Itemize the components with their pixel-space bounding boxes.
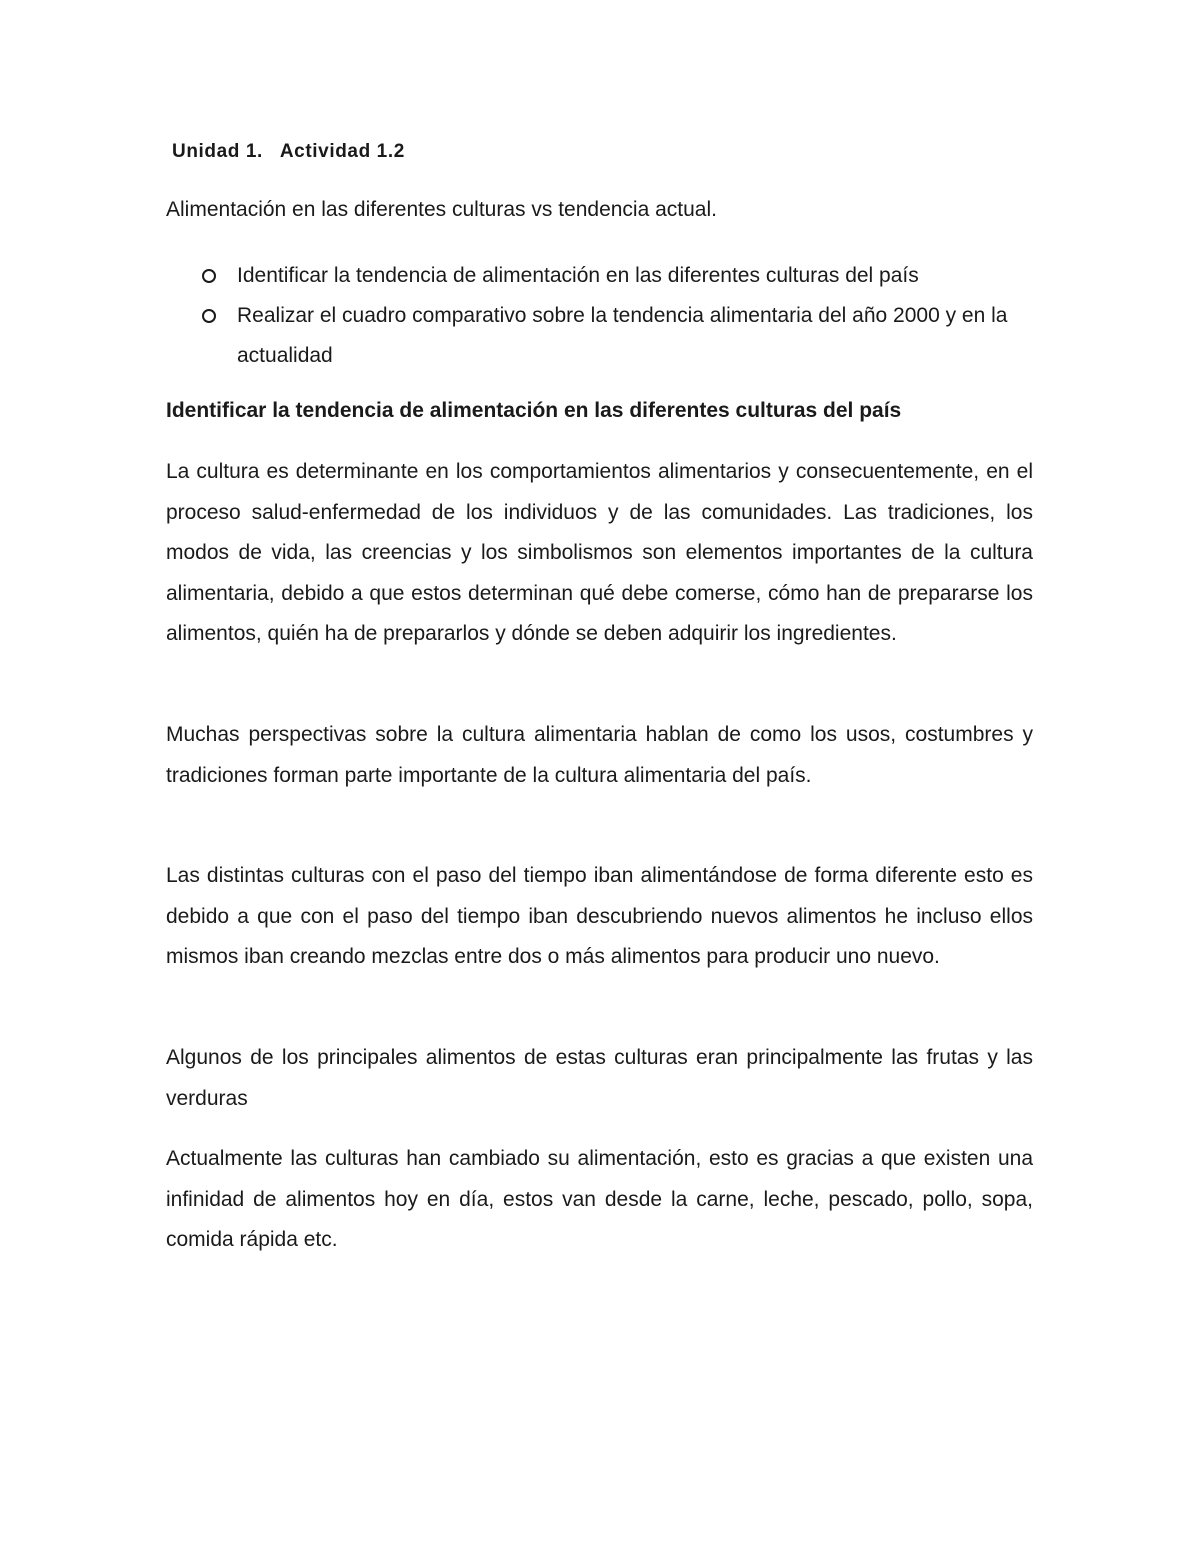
document-header xyxy=(172,141,405,163)
hollow-circle-bullet-icon xyxy=(202,269,216,283)
body-paragraph: La cultura es determinante en los comportamientos alimentarios y consecuentemente, en el proceso salud-enfermedad de los individuos y de las comunidades. Las tradiciones, los modos de vida, las creencias y los simbolismos son elementos importantes de la cultura alimentaria, debido a que estos determinan qué debe comerse, cómo han de prepararse los alimentos, quién ha de prepararlos y dónde se deben adquirir los ingredientes. xyxy=(166,460,1033,646)
objectives-list xyxy=(166,256,1033,376)
activity-label: Actividad 1.2 xyxy=(279,141,405,162)
objective-text: Realizar el cuadro comparativo sobre la tendencia alimentaria del año 2000 y en la actualidad xyxy=(237,304,1008,367)
unit-label: Unidad 1. xyxy=(172,141,263,162)
objective-item xyxy=(166,296,1033,376)
objective-item xyxy=(166,256,1033,296)
document-subtitle: Alimentación en las diferentes culturas vs tendencia actual. xyxy=(166,198,717,221)
body-paragraph: Muchas perspectivas sobre la cultura alimentaria hablan de como los usos, costumbres y tradiciones forman parte importante de la cultura alimentaria del país. xyxy=(166,723,1033,787)
section-heading: Identificar la tendencia de alimentación en las diferentes culturas del país xyxy=(166,399,902,422)
hollow-circle-bullet-icon xyxy=(202,309,216,323)
body-paragraph: Actualmente las culturas han cambiado su alimentación, esto es gracias a que existen una infinidad de alimentos hoy en día, estos van desde la carne, leche, pescado, pollo, sopa, comida rápida etc. xyxy=(166,1147,1033,1252)
body-paragraph: Algunos de los principales alimentos de estas culturas eran principalmente las frutas y las verduras xyxy=(166,1046,1033,1110)
body-paragraph: Las distintas culturas con el paso del tiempo iban alimentándose de forma diferente esto es debido a que con el paso del tiempo iban descubriendo nuevos alimentos he incluso ellos mismos iban creando mezclas entre dos o más alimentos para producir uno nuevo. xyxy=(166,864,1033,969)
objective-text: Identificar la tendencia de alimentación en las diferentes culturas del país xyxy=(237,264,919,287)
